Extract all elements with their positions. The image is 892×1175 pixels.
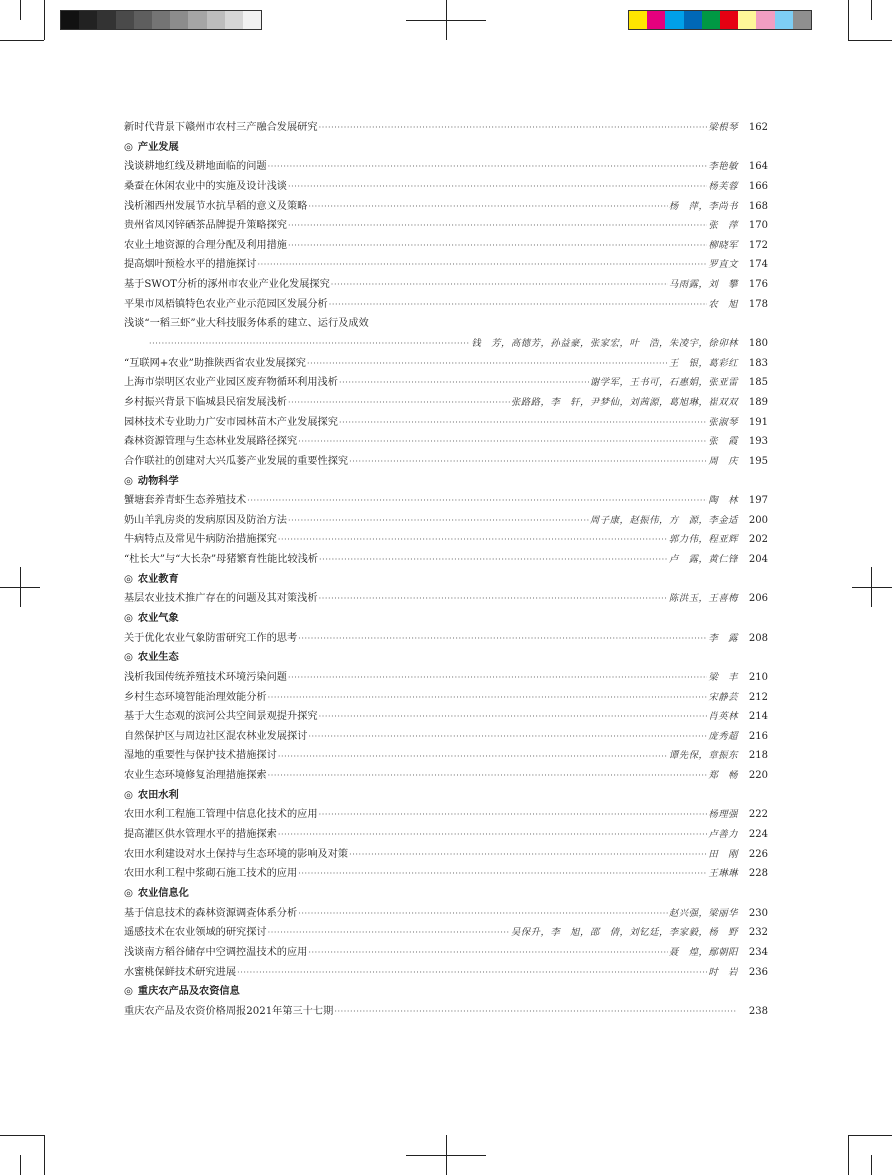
section-heading (124, 472, 768, 492)
toc-entry-title: 基于大生态观的滨河公共空间景观提升探究 (124, 711, 318, 723)
toc-entry-title: 基于SWOT分析的涿州市农业产业化发展探究 (124, 279, 330, 291)
dot-leader (288, 216, 707, 236)
crop-mark (848, 0, 849, 40)
toc-entry-title: 贵州省凤冈锌硒茶品牌提升策略探究 (124, 220, 287, 232)
toc-entry-author: 张淑琴 (708, 416, 738, 428)
toc-entry-title: 森林资源管理与生态林业发展路径探究 (124, 436, 298, 448)
toc-entry[interactable] (124, 1002, 768, 1022)
dot-leader (268, 157, 708, 177)
toc-entry-title: 浅谈耕地红线及耕地面临的问题 (124, 161, 267, 173)
dot-leader (298, 629, 707, 649)
dot-leader (331, 275, 668, 295)
toc-entry-author: 王琳琳 (708, 868, 738, 880)
calibration-swatch (207, 11, 225, 29)
crop-mark (20, 1155, 21, 1175)
dot-leader (308, 943, 667, 963)
toc-entry-title: 浅析我国传统养殖技术环境污染问题 (124, 671, 287, 683)
section-label: 农田水利 (137, 789, 179, 801)
section-heading (124, 609, 768, 629)
toc-entry[interactable] (124, 904, 768, 924)
calibration-swatch (665, 11, 683, 29)
section-heading (124, 884, 768, 904)
toc-entry-page: 168 (748, 200, 768, 212)
toc-entry-title: 平果市凤梧镇特色农业产业示范园区发展分析 (124, 298, 328, 310)
section-heading (124, 786, 768, 806)
dot-leader (329, 295, 708, 315)
dot-leader (288, 236, 707, 256)
toc-entry-title: 上海市崇明区农业产业园区废弃物循环利用浅析 (124, 377, 338, 389)
toc-entry-page: 226 (748, 848, 768, 860)
toc-entry-author: 张 霞 (708, 436, 738, 448)
toc-entry-author: 周 庆 (708, 455, 738, 467)
toc-entry-page: 185 (748, 377, 768, 389)
crop-mark (44, 1135, 45, 1175)
dot-leader (319, 589, 668, 609)
crop-mark (44, 0, 45, 40)
toc-entry-author: 钱 芳，高德芳，孙益豪，张家宏，叶 浩，朱凌宇，徐卯林 (471, 338, 738, 350)
toc-entry-title: 提高烟叶预检水平的措施探讨 (124, 259, 257, 271)
toc-entry-page: 232 (748, 927, 768, 939)
toc-entry-title: “杜长大”与“大长杂”母猪繁育性能比较浅析 (124, 554, 319, 566)
toc-entry[interactable] (124, 963, 768, 983)
dot-leader (307, 354, 668, 374)
toc-entry-page: 193 (748, 436, 768, 448)
toc-entry[interactable] (124, 530, 768, 550)
dot-leader (349, 845, 707, 865)
toc-entry[interactable] (124, 373, 768, 393)
toc-entry-title: 牛病特点及常见牛病防治措施探究 (124, 534, 277, 546)
crop-mark (848, 1135, 849, 1175)
toc-entry-page: 222 (748, 809, 768, 821)
toc-entry-author: 梁根琴 (708, 121, 738, 133)
toc-entry[interactable] (124, 236, 768, 256)
toc-entry[interactable] (124, 845, 768, 865)
dot-leader (268, 766, 708, 786)
toc-entry-page: 180 (748, 338, 768, 350)
toc-entry-page: 208 (748, 632, 768, 644)
calibration-swatch (152, 11, 170, 29)
toc-entry-author: 庞秀超 (708, 730, 738, 742)
toc-entry-page: 230 (748, 907, 768, 919)
toc-entry[interactable] (124, 511, 768, 531)
table-of-contents (124, 118, 768, 1021)
section-marker-icon: ◎ (124, 652, 133, 664)
section-heading (124, 570, 768, 590)
toc-entry-title: 遥感技术在农业领域的研究探讨 (124, 927, 267, 939)
toc-entry-author: 聂 煌，鄢朝阳 (668, 946, 738, 958)
toc-entry[interactable] (124, 452, 768, 472)
toc-entry-author: 王 银，葛彩红 (668, 357, 738, 369)
calibration-swatch (134, 11, 152, 29)
toc-entry[interactable] (124, 688, 768, 708)
toc-entry-page: 166 (748, 180, 768, 192)
toc-entry-page: 197 (748, 495, 768, 507)
toc-entry[interactable] (124, 766, 768, 786)
toc-entry[interactable] (124, 629, 768, 649)
dot-leader (278, 530, 668, 550)
toc-entry-page: 204 (748, 554, 768, 566)
dot-leader (288, 177, 707, 197)
toc-entry[interactable] (124, 413, 768, 433)
toc-entry-author: 张路路，李 轩，尹梦仙，刘茜源，葛旭琳，崔双双 (510, 396, 738, 408)
toc-entry-page: 238 (748, 1005, 768, 1017)
toc-entry-page: 212 (748, 691, 768, 703)
section-label: 农业信息化 (137, 887, 189, 899)
toc-entry-author: 宋静芸 (708, 691, 738, 703)
dot-leader (308, 197, 667, 217)
toc-entry-author: 张 萍 (708, 220, 738, 232)
toc-entry-title: 桑蚕在休闲农业中的实施及设计浅谈 (124, 180, 287, 192)
toc-entry-title: 浅析湘西州发展节水抗旱稻的意义及策略 (124, 200, 308, 212)
crop-mark (0, 40, 44, 41)
toc-entry-page: 216 (748, 730, 768, 742)
dot-leader (278, 747, 668, 767)
toc-entry-author: 郑 畅 (708, 770, 738, 782)
toc-entry-title: 农田水利工程中浆砌石施工技术的应用 (124, 868, 298, 880)
toc-entry-title: 乡村振兴背景下临城县民宿发展浅析 (124, 396, 287, 408)
toc-entry[interactable] (124, 550, 768, 570)
section-heading (124, 648, 768, 668)
dot-leader (149, 334, 470, 354)
registration-mark (20, 567, 21, 607)
dot-leader (339, 373, 589, 393)
dot-leader (298, 864, 707, 884)
toc-entry-page: 189 (748, 396, 768, 408)
dot-leader (334, 1002, 737, 1022)
toc-entry[interactable] (124, 118, 768, 138)
toc-entry-title: 自然保护区与周边社区混农林业发展探讨 (124, 730, 308, 742)
color-calibration-bar (628, 10, 812, 30)
section-marker-icon: ◎ (124, 573, 133, 585)
toc-entry-page: 234 (748, 946, 768, 958)
dot-leader (319, 550, 668, 570)
dot-leader (319, 805, 708, 825)
registration-mark (852, 587, 892, 588)
toc-entry-page: 210 (748, 671, 768, 683)
toc-entry-author: 罗直文 (708, 259, 738, 271)
toc-entry-page: 236 (748, 966, 768, 978)
toc-entry-page: 172 (748, 239, 768, 251)
toc-entry-page: 164 (748, 161, 768, 173)
toc-entry-author: 赵兴强，梁丽华 (668, 907, 738, 919)
section-marker-icon: ◎ (124, 887, 133, 899)
toc-entry-author: 田 刚 (708, 848, 738, 860)
section-heading (124, 982, 768, 1002)
toc-entry-page: 178 (748, 298, 768, 310)
toc-entry-title: 蟹塘套养青虾生态养殖技术 (124, 495, 247, 507)
dot-leader (319, 118, 708, 138)
calibration-swatch (738, 11, 756, 29)
toc-entry-page: 206 (748, 593, 768, 605)
calibration-swatch (629, 11, 647, 29)
toc-entry[interactable] (124, 432, 768, 452)
toc-entry[interactable] (124, 216, 768, 236)
dot-leader (278, 825, 708, 845)
crop-mark (871, 1155, 872, 1175)
toc-entry-title: 农田水利工程施工管理中信息化技术的应用 (124, 809, 318, 821)
crop-mark (0, 1135, 44, 1136)
toc-entry[interactable] (124, 747, 768, 767)
toc-entry-author: 陶 林 (708, 495, 738, 507)
toc-entry-title: 水蜜桃保鲜技术研究进展 (124, 966, 237, 978)
dot-leader (298, 904, 668, 924)
toc-entry[interactable] (124, 354, 768, 374)
toc-entry-page: 191 (748, 416, 768, 428)
toc-entry-page: 220 (748, 770, 768, 782)
toc-entry-page: 170 (748, 220, 768, 232)
toc-entry[interactable] (124, 589, 768, 609)
toc-entry-title: 农业生态环境修复治理措施探索 (124, 770, 267, 782)
section-marker-icon: ◎ (124, 475, 133, 487)
toc-entry[interactable] (124, 295, 768, 315)
dot-leader (319, 707, 708, 727)
toc-entry-author: 陈洪玉，王喜梅 (668, 593, 738, 605)
toc-entry-title: 合作联社的创建对大兴瓜蒌产业发展的重要性探究 (124, 455, 349, 467)
toc-entry-title: 农业土地资源的合理分配及利用措施 (124, 239, 287, 251)
toc-entry-page: 200 (748, 514, 768, 526)
toc-entry-title: 基层农业技术推广存在的问题及其对策浅析 (124, 593, 318, 605)
toc-entry[interactable] (124, 943, 768, 963)
dot-leader (288, 393, 510, 413)
toc-entry-page: 218 (748, 750, 768, 762)
toc-entry-title: 浅谈“一稻三虾”业大科技服务体系的建立、运行及成效 (124, 318, 369, 330)
section-marker-icon: ◎ (124, 613, 133, 625)
registration-mark (406, 1155, 486, 1156)
calibration-swatch (793, 11, 811, 29)
toc-entry-author: 谭先保，章振东 (668, 750, 738, 762)
dot-leader (288, 511, 589, 531)
toc-entry[interactable] (124, 255, 768, 275)
toc-entry-title: 新时代背景下赣州市农村三产融合发展研究 (124, 121, 318, 133)
toc-entry-page: 183 (748, 357, 768, 369)
dot-leader (237, 963, 707, 983)
toc-entry[interactable] (124, 805, 768, 825)
section-marker-icon: ◎ (124, 986, 133, 998)
toc-entry-title: 奶山羊乳房炎的发病原因及防治方法 (124, 514, 287, 526)
toc-entry-author: 卢 露，黄仁锋 (668, 554, 738, 566)
dot-leader (308, 727, 707, 747)
toc-entry-title: 园林技术专业助力广安市园林苗木产业发展探究 (124, 416, 338, 428)
toc-entry-author: 李 露 (708, 632, 738, 644)
section-label: 产业发展 (137, 141, 179, 153)
toc-entry[interactable] (124, 707, 768, 727)
section-label: 农业教育 (137, 573, 179, 585)
toc-entry-author: 杨 萍，李尚书 (668, 200, 738, 212)
toc-entry-author: 李艳敏 (708, 161, 738, 173)
toc-entry-page: 214 (748, 711, 768, 723)
toc-entry[interactable] (124, 923, 768, 943)
registration-mark (871, 567, 872, 607)
calibration-swatch (647, 11, 665, 29)
toc-entry[interactable] (124, 393, 768, 413)
toc-entry-page: 202 (748, 534, 768, 546)
toc-entry-author: 杨芙蓉 (708, 180, 738, 192)
dot-leader (298, 432, 707, 452)
toc-entry-author: 郭力伟，程亚辉 (668, 534, 738, 546)
calibration-swatch (702, 11, 720, 29)
crop-mark (871, 0, 872, 20)
toc-entry-author: 吴保升，李 旭，邵 倩，刘钇廷，李家毅，杨 野 (510, 927, 738, 939)
toc-entry-author: 梁 丰 (708, 671, 738, 683)
toc-entry-title: 重庆农产品及农资价格周报2021年第三十七期 (124, 1005, 334, 1017)
section-marker-icon: ◎ (124, 789, 133, 801)
toc-entry-page: 174 (748, 259, 768, 271)
toc-entry-page: 228 (748, 868, 768, 880)
section-label: 农业生态 (137, 652, 179, 664)
toc-entry-author: 柳晓军 (708, 239, 738, 251)
toc-entry-title: 农田水利建设对水土保持与生态环境的影响及对策 (124, 848, 349, 860)
toc-entry-page: 224 (748, 829, 768, 841)
toc-entry[interactable] (124, 157, 768, 177)
toc-entry-author: 肖英林 (708, 711, 738, 723)
dot-leader (268, 923, 510, 943)
section-marker-icon: ◎ (124, 141, 133, 153)
toc-entry-author: 谢学军，王书可，石惠娟，张亚雷 (589, 377, 738, 389)
calibration-swatch (97, 11, 115, 29)
toc-entry-title: 关于优化农业气象防雷研究工作的思考 (124, 632, 298, 644)
calibration-swatch (170, 11, 188, 29)
calibration-swatch (684, 11, 702, 29)
toc-entry-page: 195 (748, 455, 768, 467)
calibration-swatch (756, 11, 774, 29)
toc-entry[interactable] (124, 177, 768, 197)
grayscale-calibration-bar (60, 10, 262, 30)
dot-leader (268, 688, 708, 708)
crop-mark (848, 40, 892, 41)
calibration-swatch (775, 11, 793, 29)
toc-entry[interactable] (124, 825, 768, 845)
registration-mark (406, 20, 486, 21)
toc-entry-page: 176 (748, 279, 768, 291)
toc-entry-title: 基于信息技术的森林资源调查体系分析 (124, 907, 298, 919)
toc-entry[interactable] (124, 727, 768, 747)
calibration-swatch (188, 11, 206, 29)
toc-entry-title: 浅谈南方稻谷储存中空调控温技术的应用 (124, 946, 308, 958)
calibration-swatch (225, 11, 243, 29)
toc-entry-author: 马雨露，刘 攀 (668, 279, 738, 291)
toc-entry-author: 卢善力 (708, 829, 738, 841)
toc-entry-author: 时 岩 (708, 966, 738, 978)
toc-entry-title: “互联网+农业”助推陕西省农业发展探究 (124, 357, 306, 369)
toc-entry-author: 杨理强 (708, 809, 738, 821)
toc-entry[interactable] (124, 864, 768, 884)
calibration-swatch (79, 11, 97, 29)
toc-entry-title: 乡村生态环境智能治理效能分析 (124, 691, 267, 703)
calibration-swatch (61, 11, 79, 29)
toc-entry-page: 162 (748, 121, 768, 133)
crop-mark (20, 0, 21, 20)
section-label: 动物科学 (137, 475, 179, 487)
section-label: 重庆农产品及农资信息 (137, 986, 240, 998)
calibration-swatch (720, 11, 738, 29)
toc-entry-author: 农 旭 (708, 298, 738, 310)
toc-entry-author: 周子康，赵振伟，方 源，李金适 (589, 514, 738, 526)
calibration-swatch (116, 11, 134, 29)
toc-entry[interactable] (124, 275, 768, 295)
toc-entry-title: 提高灌区供水管理水平的措施探索 (124, 829, 277, 841)
dot-leader (339, 413, 707, 433)
toc-entry[interactable] (124, 668, 768, 688)
section-label: 农业气象 (137, 613, 179, 625)
crop-mark (848, 1135, 892, 1136)
toc-entry[interactable] (124, 491, 768, 511)
toc-entry-title: 湿地的重要性与保护技术措施探讨 (124, 750, 277, 762)
toc-entry[interactable] (124, 334, 768, 354)
section-heading (124, 138, 768, 158)
dot-leader (288, 668, 707, 688)
dot-leader (257, 255, 707, 275)
dot-leader (247, 491, 707, 511)
calibration-swatch (243, 11, 261, 29)
dot-leader (349, 452, 707, 472)
toc-entry[interactable] (124, 197, 768, 217)
